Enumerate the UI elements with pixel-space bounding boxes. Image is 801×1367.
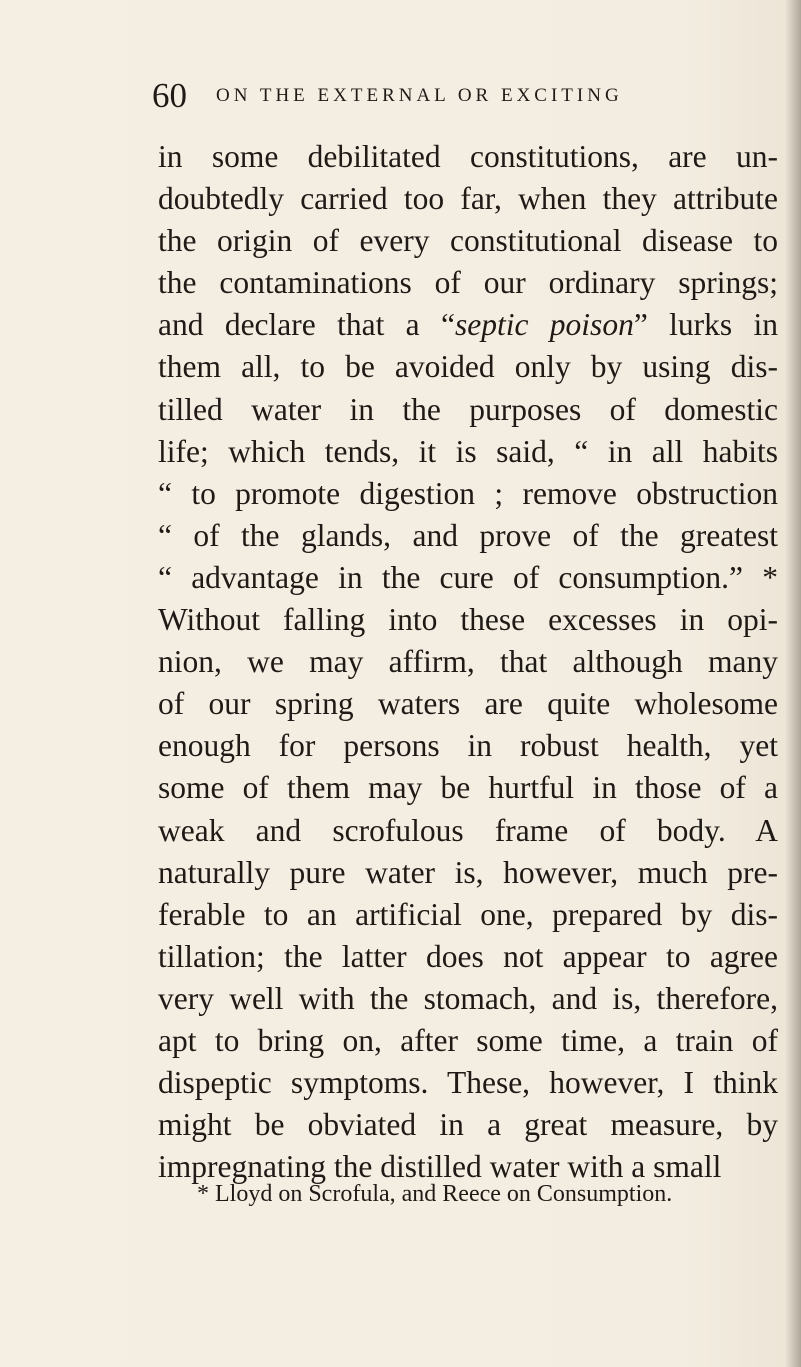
text-line: apt to bring on, after some time, a train of (158, 1022, 778, 1058)
text-line: naturally pure water is, however, much pre- (158, 854, 778, 890)
text-line: tillation; the latter does not appear to agree (158, 938, 778, 974)
page-edge-shadow (785, 0, 801, 1367)
page-number: 60 (152, 76, 187, 115)
text-line: “ advantage in the cure of consumption.” * (158, 559, 778, 595)
running-head (152, 78, 782, 114)
text-segment: ” lurks in (633, 307, 778, 343)
text-segment: and declare that a “ (158, 307, 455, 343)
footnote: * Lloyd on Scrofula, and Reece on Consumption. (197, 1181, 673, 1207)
text-line: “ to promote digestion ; remove obstruction (158, 475, 778, 511)
text-line (158, 304, 778, 346)
body-text (158, 136, 778, 1188)
text-line: nion, we may affirm, that although many (158, 644, 778, 680)
text-line: the origin of every constitutional disease to (158, 223, 778, 259)
text-line: the contaminations of our ordinary springs; (158, 265, 778, 301)
text-line: tilled water in the purposes of domestic (158, 391, 778, 427)
text-line: dispeptic symptoms. These, however, I think (158, 1065, 778, 1101)
text-line: of our spring waters are quite wholesome (158, 686, 778, 722)
text-line: ferable to an artificial one, prepared by dis- (158, 896, 778, 932)
italic-phrase: septic poison (454, 307, 634, 343)
text-line: impregnating the distilled water with a small (158, 1149, 722, 1185)
text-line: doubtedly carried too far, when they attribute (158, 181, 778, 217)
text-line: some of them may be hurtful in those of a (158, 770, 778, 806)
text-line: might be obviated in a great measure, by (158, 1107, 778, 1143)
text-line: very well with the stomach, and is, therefore, (158, 980, 778, 1016)
text-line: enough for persons in robust health, yet (158, 728, 778, 764)
text-line: weak and scrofulous frame of body. A (158, 812, 778, 848)
text-line: in some debilitated constitutions, are un- (158, 139, 778, 174)
text-line: “ of the glands, and prove of the greatest (158, 517, 778, 553)
text-line: Without falling into these excesses in opi- (158, 602, 778, 638)
text-line: them all, to be avoided only by using dis- (158, 349, 778, 385)
running-head-title: ON THE EXTERNAL OR EXCITING (216, 85, 623, 106)
text-line: life; which tends, it is said, “ in all habits (158, 433, 778, 469)
